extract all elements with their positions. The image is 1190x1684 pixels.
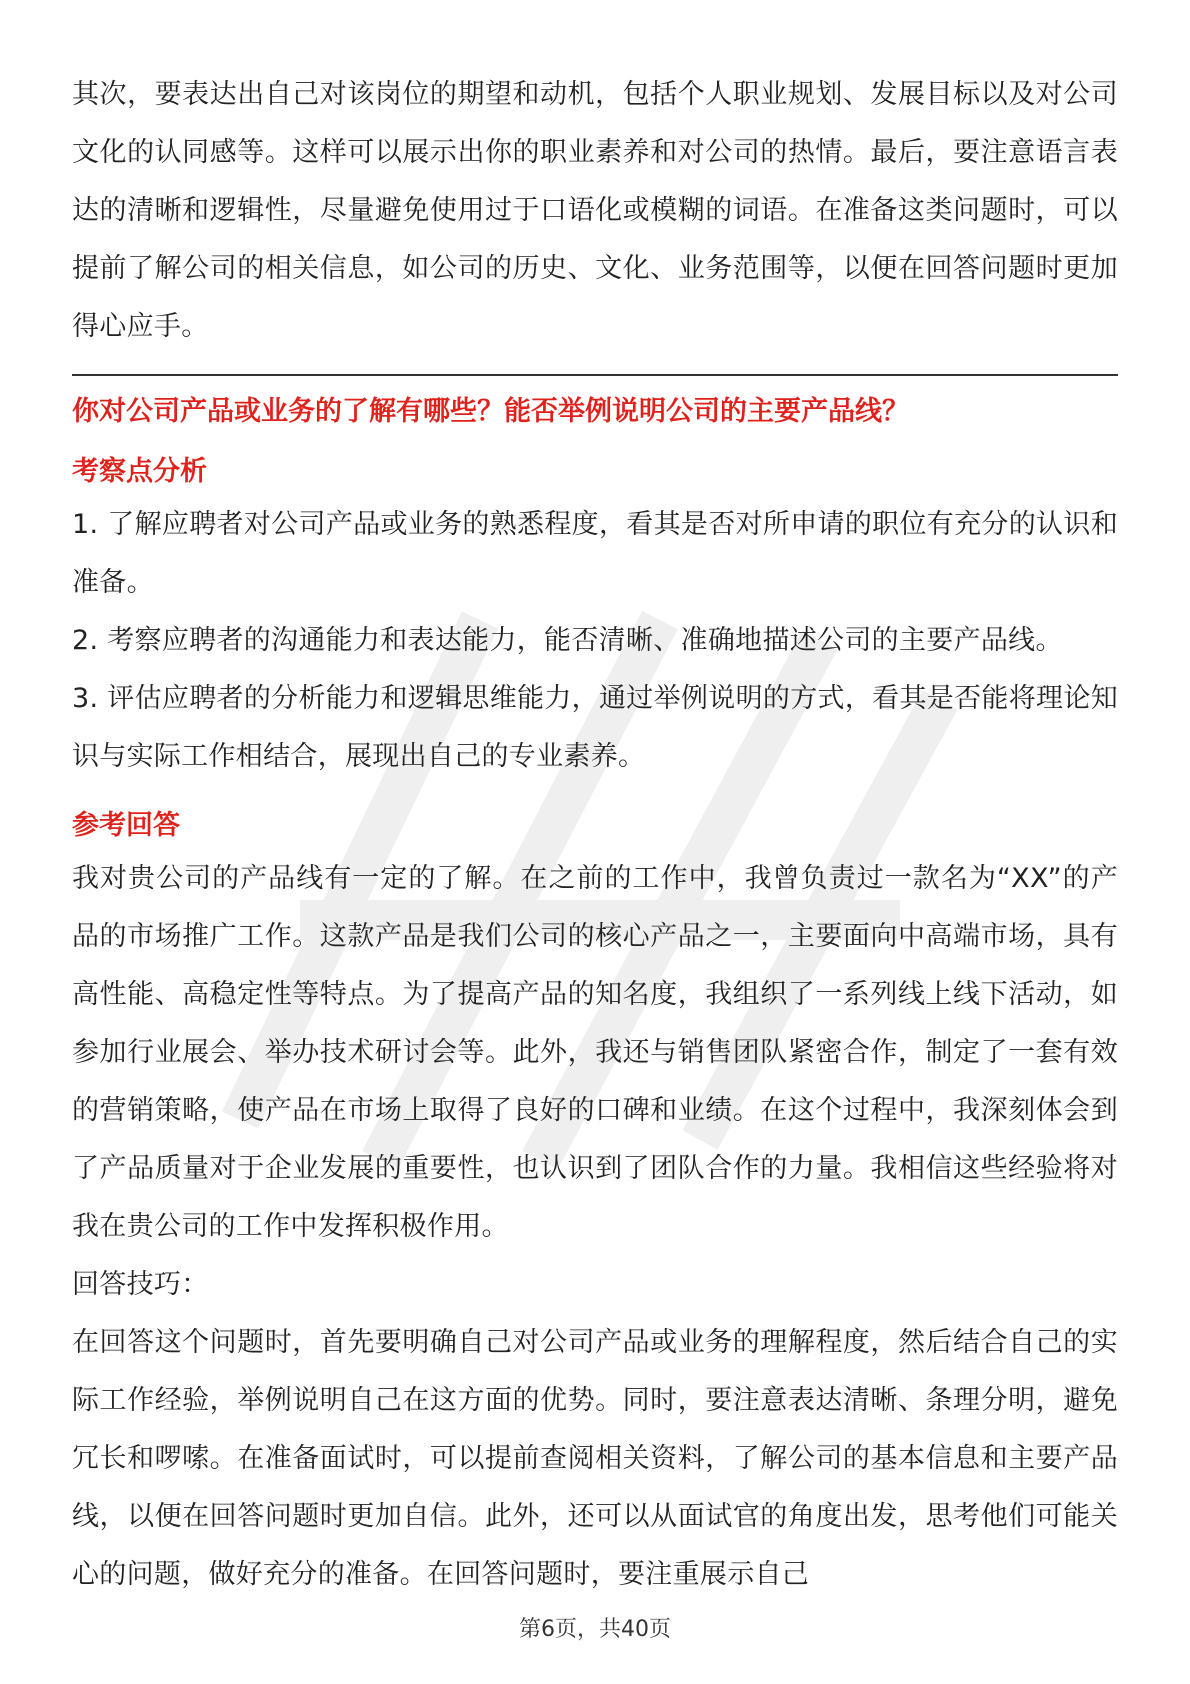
- analysis-item: 1. 了解应聘者对公司产品或业务的熟悉程度，看其是否对所申请的职位有充分的认识和准备。: [72, 509, 1118, 598]
- intro-paragraph: 其次，要表达出自己对该岗位的期望和动机，包括个人职业规划、发展目标以及对公司文化的认同感等。这样可以展示出你的职业素养和对公司的热情。最后，要注意语言表达的清晰和逻辑性，尽量避免使用过于口语化或模糊的词语。在准备这类问题时，可以提前了解公司的相关信息，如公司的历史、文化、业务范围等，以便在回答问题时更加得心应手。: [72, 79, 1118, 342]
- intro-section: [72, 66, 1118, 356]
- answer-heading: 参考回答: [72, 810, 180, 841]
- answer-paragraph: 我对贵公司的产品线有一定的了解。在之前的工作中，我曾负责过一款名为“XX”的产品的市场推广工作。这款产品是我们公司的核心产品之一，主要面向中高端市场，具有高性能、高稳定性等特点。为了提高产品的知名度，我组织了一系列线上线下活动，如参加行业展会、举办技术研讨会等。此外，我还与销售团队紧密合作，制定了一套有效的营销策略，使产品在市场上取得了良好的口碑和业绩。在这个过程中，我深刻体会到了产品质量对于企业发展的重要性，也认识到了团队合作的力量。我相信这些经验将对我在贵公司的工作中发挥积极作用。: [72, 863, 1118, 1242]
- analysis-section: [72, 452, 1118, 786]
- section-divider: [72, 374, 1118, 376]
- analysis-heading: 考察点分析: [72, 456, 207, 487]
- analysis-item: 2. 考察应聘者的沟通能力和表达能力，能否清晰、准确地描述公司的主要产品线。: [72, 625, 1063, 656]
- answer-section: [72, 806, 1118, 1604]
- analysis-item: 3. 评估应聘者的分析能力和逻辑思维能力，通过举例说明的方式，看其是否能将理论知识与实际工作相结合，展现出自己的专业素养。: [72, 683, 1118, 772]
- tips-label: 回答技巧：: [72, 1269, 209, 1300]
- page-footer: 第6页，共40页: [519, 1617, 671, 1642]
- question-section: [72, 392, 1118, 432]
- tips-paragraph: 在回答这个问题时，首先要明确自己对公司产品或业务的理解程度，然后结合自己的实际工作经验，举例说明自己在这方面的优势。同时，要注意表达清晰、条理分明，避免冗长和啰嗦。在准备面试时，可以提前查阅相关资料，了解公司的基本信息和主要产品线，以便在回答问题时更加自信。此外，还可以从面试官的角度出发，思考他们可能关心的问题，做好充分的准备。在回答问题时，要注重展示自己: [72, 1327, 1118, 1590]
- question-title: 你对公司产品或业务的了解有哪些？能否举例说明公司的主要产品线？: [72, 396, 909, 427]
